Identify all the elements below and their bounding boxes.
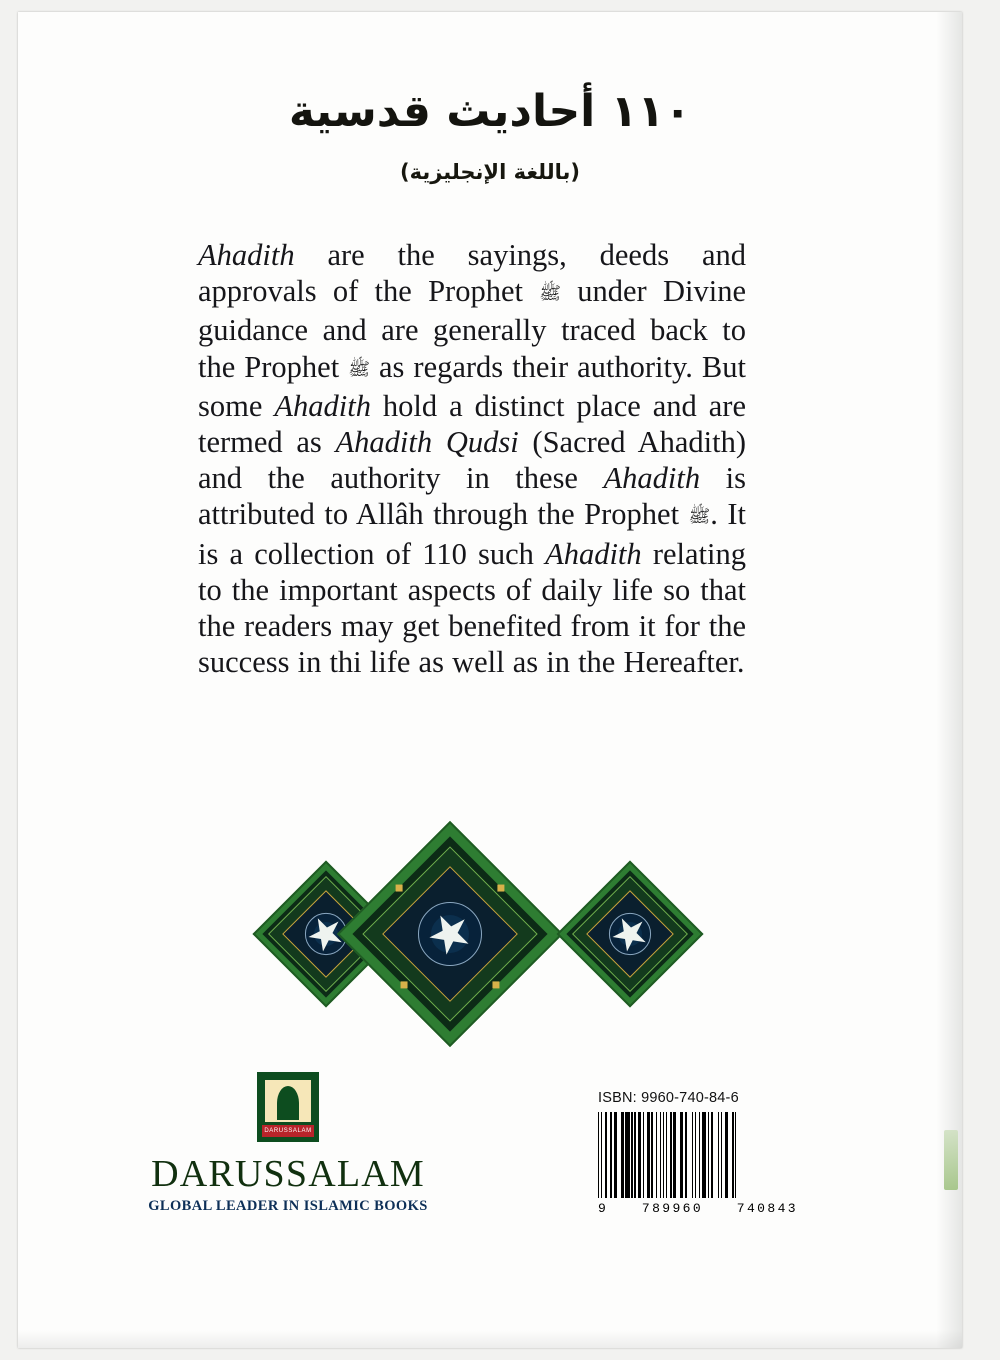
darussalam-logo-icon bbox=[257, 1072, 319, 1142]
barcode-digits bbox=[598, 1201, 798, 1216]
ornament-diamond-center bbox=[337, 821, 563, 1047]
barcode-group-1: 789960 bbox=[641, 1201, 704, 1216]
barcode bbox=[598, 1112, 798, 1216]
ornament-diamond-right bbox=[556, 860, 703, 1007]
logo-plate-label: DARUSSALAM bbox=[262, 1125, 314, 1137]
book-cover-sheet bbox=[18, 12, 962, 1348]
back-cover-blurb: Ahadith are the sayings, deeds and approvals of the Prophet ﷺ under Divine guidance and are generally traced back to the Prophet ﷺ as regards their authority. But some Ahadith hold a distinct place and are termed as Ahadith Qudsi (Sacred Ahadith) and the authority in these Ahadith is attributed to Allâh through the Prophet ﷺ. It is a collection of 110 such Ahadith relating to the important aspects of daily life so that the readers may get benefited from it for the success in thi life as well as in the Hereafter. bbox=[198, 238, 747, 680]
publisher-logo-block bbox=[128, 1072, 448, 1215]
page-bottom-shadow bbox=[18, 1330, 962, 1348]
page-edge-green-tab bbox=[944, 1130, 958, 1190]
arabic-subtitle: (باللغة الإنجليزية) bbox=[399, 160, 580, 184]
arabic-title: ١١٠ أحاديث قدسية bbox=[288, 86, 692, 137]
publisher-tagline: GLOBAL LEADER IN ISLAMIC BOOKS bbox=[148, 1198, 428, 1214]
barcode-left-digit: 9 bbox=[598, 1201, 609, 1216]
isbn-block bbox=[598, 1090, 808, 1216]
isbn-label: ISBN: 9960-740-84-6 bbox=[598, 1090, 739, 1106]
barcode-group-2: 740843 bbox=[736, 1201, 798, 1216]
publisher-name: DARUSSALAM bbox=[151, 1153, 425, 1195]
ornament-band bbox=[18, 824, 962, 1064]
